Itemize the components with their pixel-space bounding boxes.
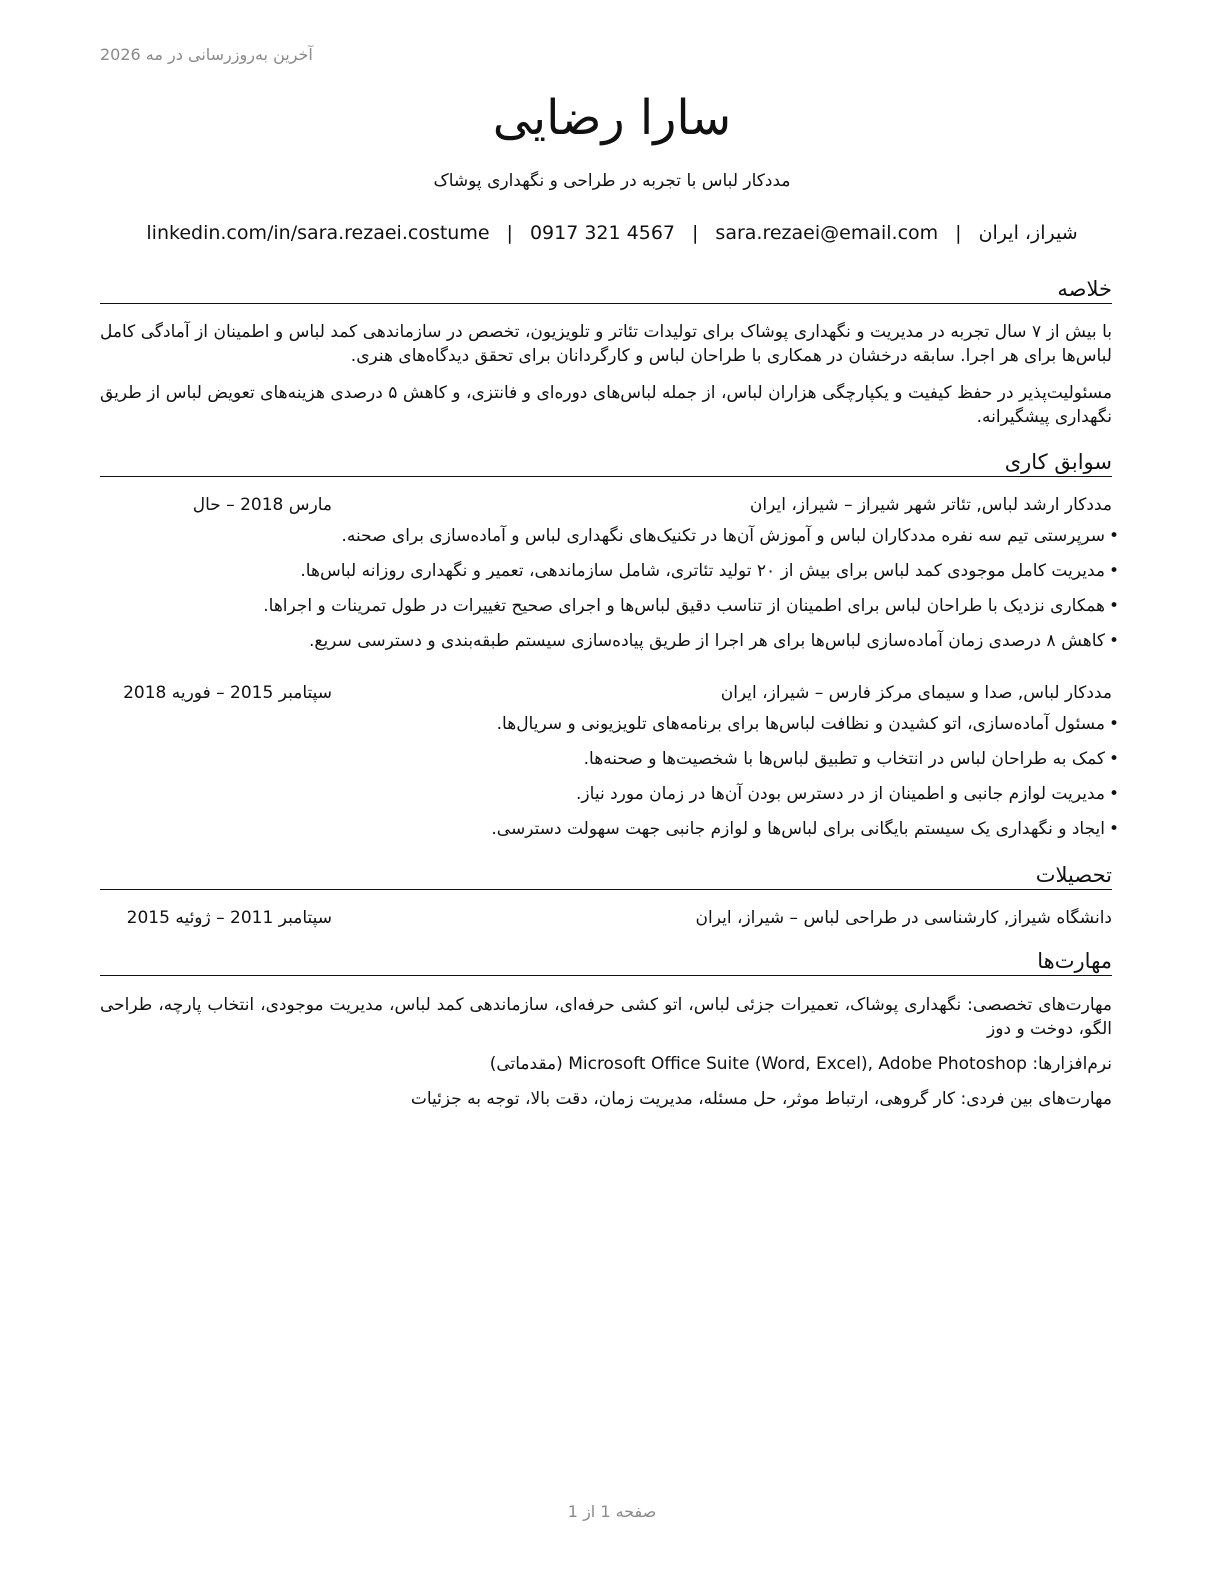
summary-paragraph: مسئولیت‌پذیر در حفظ کیفیت و یکپارچگی هزاران لباس، از جمله لباس‌های دوره‌ای و فانتزی، و کاهش ۵ درصدی هزینه‌های تعویض لباس از طریق نگهداری پیشگیرانه. (100, 383, 1112, 427)
bullet-dot-icon: • (1108, 819, 1119, 839)
education-dates: سپتامبر 2011 – ژوئیه 2015 (126, 908, 332, 928)
bullet-item: •سرپرستی تیم سه نفره مددکاران لباس و آموزش آن‌ها در تکنیک‌های نگهداری لباس و آماده‌سازی برای صحنه. (341, 526, 1119, 546)
contact-email[interactable]: sara.rezaei@email.com (715, 222, 939, 244)
bullet-dot-icon: • (1108, 631, 1119, 651)
job-dates: سپتامبر 2015 – فوریه 2018 (123, 683, 332, 703)
bullet-item: •کاهش ۸ درصدی زمان آماده‌سازی لباس‌ها برای هر اجرا از طریق پیاده‌سازی سیستم طبقه‌بندی و دسترسی سریع. (309, 631, 1119, 651)
skills-line: مهارت‌های بین فردی: کار گروهی، ارتباط موثر، حل مسئله، مدیریت زمان، دقت بالا، توجه به جزئیات (410, 1089, 1112, 1109)
job-bullets (100, 524, 1119, 664)
contact-separator: | (955, 222, 962, 244)
bullet-dot-icon: • (1108, 749, 1119, 769)
bullet-item: •کمک به طراحان لباس در انتخاب و تطبیق لباس‌ها با شخصیت‌ها و صحنه‌ها. (583, 749, 1119, 769)
job-role: مددکار لباس, صدا و سیمای مرکز فارس – شیراز، ایران (720, 683, 1112, 703)
page-number: صفحه 1 از 1 (567, 1502, 657, 1521)
last-updated-note: آخرین به‌روزرسانی در مه 2026 (100, 45, 313, 64)
job-role: مددکار ارشد لباس, تئاتر شهر شیراز – شیراز، ایران (749, 495, 1112, 515)
job-bullets (100, 712, 1119, 852)
skills-line: نرم‌افزارها: Microsoft Office Suite (Word, Excel), Adobe Photoshop (مقدماتی) (489, 1054, 1112, 1074)
education-degree: دانشگاه شیراز, کارشناسی در طراحی لباس – شیراز، ایران (695, 908, 1112, 928)
contact-separator: | (506, 222, 513, 244)
candidate-name: سارا رضایی (492, 90, 732, 146)
candidate-title: مددکار لباس با تجربه در طراحی و نگهداری پوشاک (433, 171, 791, 191)
job-dates: مارس 2018 – حال (192, 495, 332, 515)
section-heading-summary: خلاصه (100, 276, 1112, 304)
bullet-dot-icon: • (1108, 596, 1119, 616)
bullet-item: •همکاری نزدیک با طراحان لباس برای اطمینان از تناسب دقیق لباس‌ها و اجرای صحیح تغییرات در طول تمرینات و اجراها. (263, 596, 1119, 616)
bullet-item: •مدیریت لوازم جانبی و اطمینان از در دسترس بودن آن‌ها در زمان مورد نیاز. (576, 784, 1119, 804)
contact-line (100, 222, 1124, 244)
section-heading-education: تحصیلات (100, 862, 1112, 890)
bullet-item: •مسئول آماده‌سازی، اتو کشیدن و نظافت لباس‌ها برای برنامه‌های تلویزیونی و سریال‌ها. (496, 714, 1119, 734)
bullet-dot-icon: • (1108, 714, 1119, 734)
bullet-dot-icon: • (1108, 561, 1119, 581)
contact-location: شیراز، ایران (978, 222, 1078, 244)
skills-line: مهارت‌های تخصصی: نگهداری پوشاک، تعمیرات جزئی لباس، اتو کشی حرفه‌ای، سازماندهی کمد لباس، مدیریت موجودی، انتخاب پارچه، طراحی الگو، دوخت و دوز (100, 995, 1112, 1039)
section-heading-skills: مهارت‌ها (100, 948, 1112, 976)
section-heading-experience: سوابق کاری (100, 449, 1112, 477)
bullet-item: •مدیریت کامل موجودی کمد لباس برای بیش از ۲۰ تولید تئاتری، شامل سازماندهی، تعمیر و نگهداری روزانه لباس‌ها. (300, 561, 1119, 581)
bullet-dot-icon: • (1108, 526, 1119, 546)
summary-paragraph: با بیش از ۷ سال تجربه در مدیریت و نگهداری پوشاک برای تولیدات تئاتر و تلویزیون، تخصص در سازماندهی کمد لباس و اطمینان از آمادگی کامل لباس‌ها برای هر اجرا. سابقه درخشان در همکاری با طراحان لباس و کارگردانان برای تحقق دیدگاه‌های هنری. (100, 322, 1113, 366)
contact-linkedin[interactable]: linkedin.com/in/sara.rezaei.costume (146, 222, 490, 244)
bullet-dot-icon: • (1108, 784, 1119, 804)
contact-phone[interactable]: 0917 321 4567 (529, 222, 676, 244)
bullet-item: •ایجاد و نگهداری یک سیستم بایگانی برای لباس‌ها و لوازم جانبی جهت سهولت دسترسی. (491, 819, 1119, 839)
contact-separator: | (692, 222, 699, 244)
